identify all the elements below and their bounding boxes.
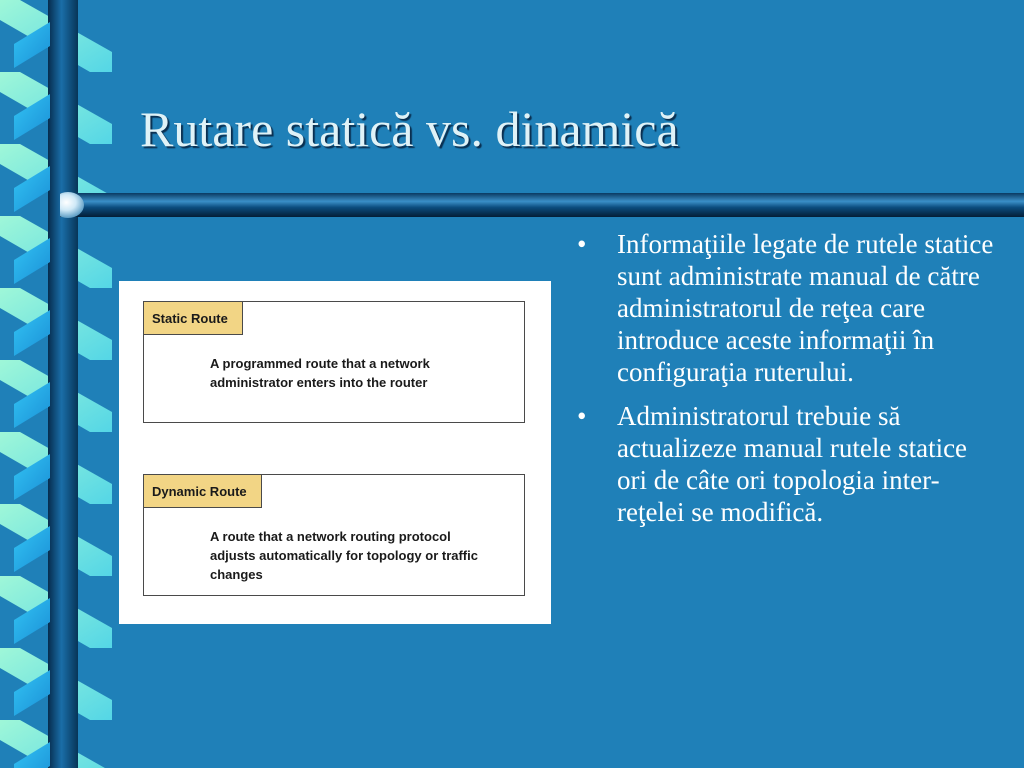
- bullet-item: [575, 228, 995, 388]
- static-route-label: Static Route: [143, 301, 243, 335]
- bullet-marker: •: [577, 401, 587, 431]
- bullet-text: Administratorul trebuie să actualizeze manual rutele statice ori de câte ori topologia inter-reţelei se modifică.: [617, 401, 968, 527]
- dynamic-route-description: A route that a network routing protocol adjusts automatically for topology or traffic changes: [210, 529, 478, 582]
- slide-title: Rutare statică vs. dinamică: [140, 101, 679, 157]
- route-types-figure: [119, 281, 551, 624]
- static-route-box: [143, 301, 525, 423]
- bullet-list: [575, 228, 995, 540]
- bullet-marker: •: [577, 229, 587, 259]
- bullet-text: Informaţiile legate de rutele statice sunt administrate manual de către administratorul de reţea care introduce aceste informaţii în configuraţia ruterului.: [617, 229, 994, 387]
- static-route-description: A programmed route that a network administrator enters into the router: [210, 356, 430, 390]
- dynamic-route-label: Dynamic Route: [143, 474, 262, 508]
- dynamic-route-box: [143, 474, 525, 596]
- title-divider-rod: [60, 190, 1024, 220]
- bullet-item: [575, 400, 995, 528]
- decorative-ribbon: [0, 0, 115, 768]
